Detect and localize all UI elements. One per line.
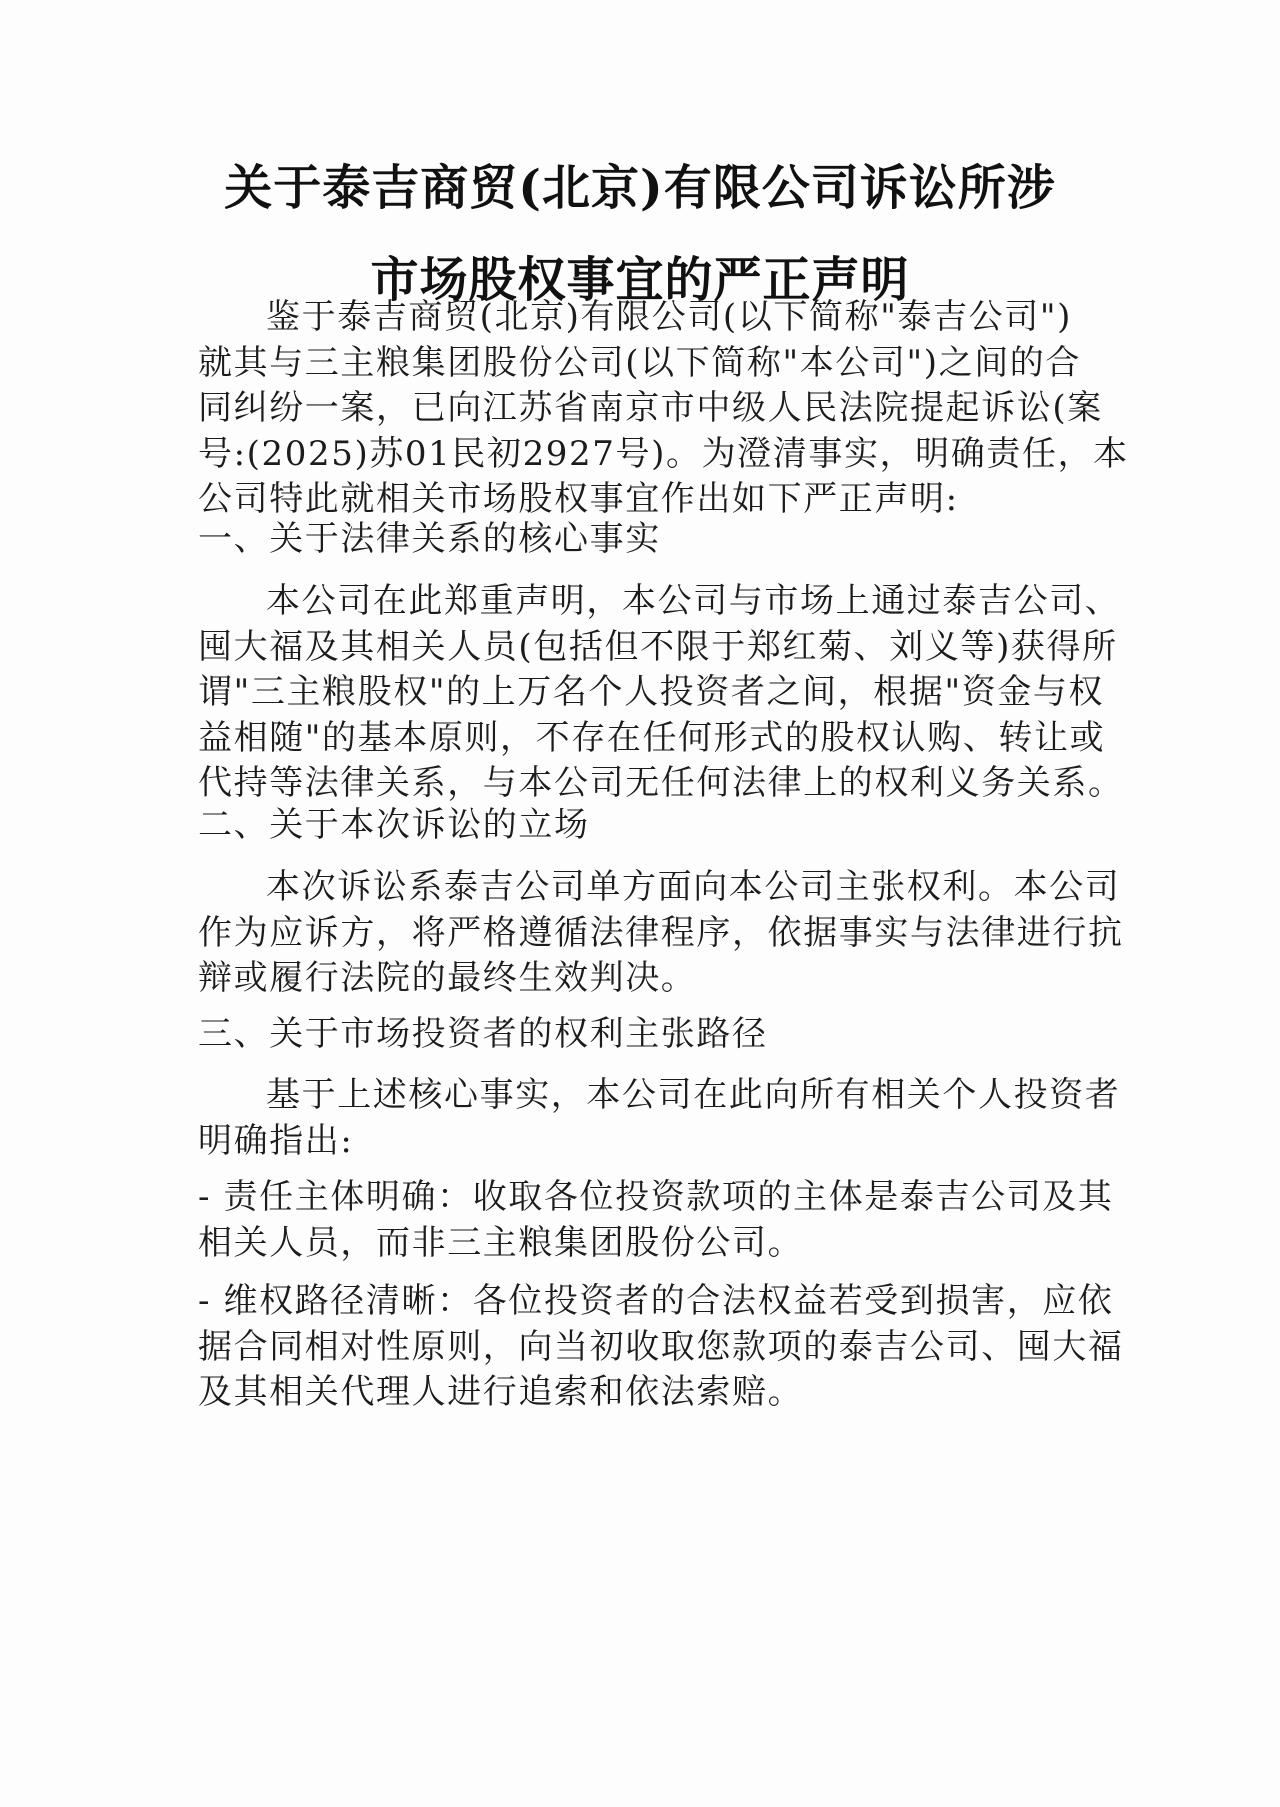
document-title-line-2: 市场股权事宜的严正声明: [370, 252, 910, 308]
intro-line: 同纠纷一案，已向江苏省南京市中级人民法院提起诉讼(案: [198, 388, 1103, 428]
bullet-line: 据合同相对性原则，向当初收取您款项的泰吉公司、囤大福: [198, 1326, 1124, 1367]
section-1-line: 谓"三主粮股权"的上万名个人投资者之间，根据"资金与权: [198, 672, 1105, 712]
section-2-line: 辩或履行法院的最终生效判决。: [198, 958, 697, 998]
intro-line: 号:(2025)苏01民初2927号)。为澄清事实，明确责任，本: [198, 433, 1129, 474]
section-1-paragraph: [198, 579, 1124, 807]
intro-line: 鉴于泰吉商贸(北京)有限公司(以下简称"泰吉公司"): [266, 297, 1072, 337]
bullet-line: 及其相关代理人进行追索和依法索赔。: [198, 1372, 804, 1412]
section-2-line: 本次诉讼系泰吉公司单方面向本公司主张权利。本公司: [266, 867, 1121, 907]
bullet-line: - 责任主体明确：收取各位投资款项的主体是泰吉公司及其: [198, 1177, 1114, 1217]
section-3-heading: 三、关于市场投资者的权利主张路径: [198, 1014, 768, 1054]
bullet-item-responsibility: [198, 1175, 1114, 1266]
section-3-line: 明确指出:: [198, 1120, 354, 1161]
intro-line: 就其与三主粮集团股份公司(以下简称"本公司")之间的合: [198, 342, 1082, 383]
bullet-line: 相关人员，而非三主粮集团股份公司。: [198, 1222, 804, 1263]
section-2-paragraph: [198, 865, 1124, 1002]
section-1-heading: 一、关于法律关系的核心事实: [198, 519, 661, 559]
section-1-line: 本公司在此郑重声明，本公司与市场上通过泰吉公司、: [266, 581, 1121, 621]
section-1-line: 代持等法律关系，与本公司无任何法律上的权利义务关系。: [198, 763, 1124, 803]
section-2-line: 作为应诉方，将严格遵循法律程序，依据事实与法律进行抗: [198, 912, 1124, 953]
section-1-line: 囤大福及其相关人员(包括但不限于郑红菊、刘义等)获得所: [198, 626, 1118, 667]
section-3-line: 基于上述核心事实，本公司在此向所有相关个人投资者: [266, 1075, 1121, 1115]
section-3-paragraph: [198, 1073, 1121, 1164]
intro-paragraph: [198, 295, 1129, 523]
section-2-heading: 二、关于本次诉讼的立场: [198, 805, 590, 845]
bullet-line: - 维权路径清晰：各位投资者的合法权益若受到损害，应依: [198, 1281, 1114, 1321]
section-1-line: 益相随"的基本原则，不存在任何形式的股权认购、转让或: [198, 717, 1106, 758]
bullet-item-remedy-path: [198, 1279, 1124, 1416]
intro-line: 公司特此就相关市场股权事宜作出如下严正声明:: [198, 479, 959, 519]
document-title-line-1: 关于泰吉商贸(北京)有限公司诉讼所涉: [224, 160, 1056, 216]
